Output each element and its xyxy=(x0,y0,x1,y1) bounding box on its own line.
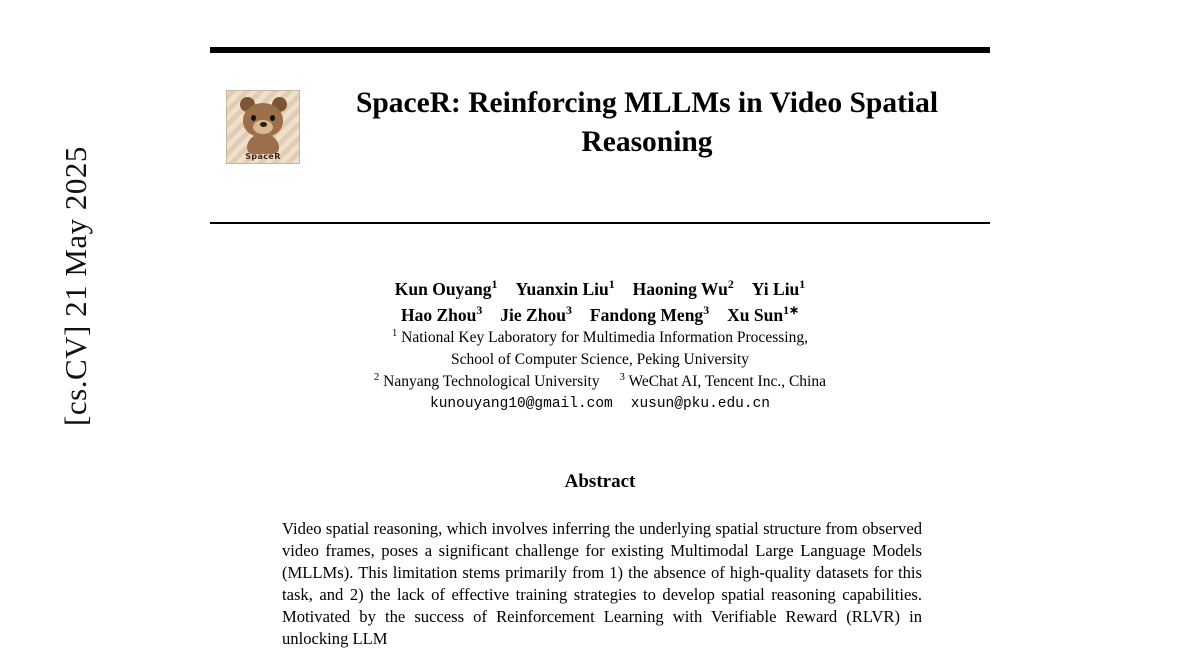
arxiv-stamp: [cs.CV] 21 May 2025 xyxy=(58,146,93,426)
author-affil-marker: 3 xyxy=(565,302,572,317)
author-name: Yi Liu xyxy=(751,278,800,299)
author-name: Jie Zhou xyxy=(500,304,566,325)
affiliation-line-3 xyxy=(210,371,990,393)
author-affil-marker: 1∗ xyxy=(783,302,800,317)
author-affil-marker: 1 xyxy=(608,277,615,291)
logo-caption: SpaceR xyxy=(245,152,281,161)
page-title: SpaceR: Reinforcing MLLMs in Video Spatial Reasoning xyxy=(355,87,939,158)
affil-text: National Key Laboratory for Multimedia Information Processing, xyxy=(401,329,808,347)
author-affil-marker: 3 xyxy=(476,302,483,317)
bear-eye-left xyxy=(251,115,256,121)
author-affil-marker: 3 xyxy=(703,302,710,317)
mid-rule xyxy=(210,222,990,224)
affiliation-line-2 xyxy=(210,349,990,371)
spacer-logo-icon xyxy=(226,90,300,164)
bear-body xyxy=(247,134,279,154)
author-affil-marker: 1 xyxy=(799,277,806,291)
title-row xyxy=(210,84,990,164)
paper-page xyxy=(210,0,990,648)
author-name: Yuanxin Liu xyxy=(515,278,609,299)
author-list xyxy=(210,276,990,327)
bear-eye-right xyxy=(270,115,275,121)
author-line-1 xyxy=(210,276,990,302)
author-name: Xu Sun xyxy=(727,304,784,325)
affiliation-list xyxy=(210,327,990,393)
affiliation-line-1 xyxy=(210,327,990,349)
author-name: Hao Zhou xyxy=(400,304,477,325)
author-affil-marker: 1 xyxy=(491,277,498,291)
bear-nose xyxy=(260,122,267,127)
abstract-heading: Abstract xyxy=(564,471,636,492)
email-address[interactable]: xusun@pku.edu.cn xyxy=(630,396,770,412)
email-address[interactable]: kunouyang10@gmail.com xyxy=(430,396,613,412)
affil-text: Nanyang Technological University xyxy=(383,373,600,391)
author-name: Kun Ouyang xyxy=(394,278,492,299)
author-affil-marker: 2 xyxy=(727,277,734,291)
affil-marker: 3 xyxy=(619,372,625,384)
top-rule xyxy=(210,47,990,53)
affil-marker: 2 xyxy=(374,372,380,384)
author-line-2 xyxy=(210,302,990,328)
author-name: Haoning Wu xyxy=(632,278,728,299)
affil-text: School of Computer Science, Peking University xyxy=(451,351,749,369)
affil-marker: 1 xyxy=(392,328,398,339)
email-line xyxy=(210,396,990,412)
affil-text: WeChat AI, Tencent Inc., China xyxy=(628,373,826,391)
abstract-text: Video spatial reasoning, which involves inferring the underlying spatial structure from observed video frames, poses a significant challenge for existing Multimodal Large Language Models (MLLMs). This limitation stems primarily from 1) the absence of high-quality datasets for this task, and 2) the lack of effective training strategies to develop spatial reasoning capabilities. Motivated by the success of Reinforcement Learning with Verifiable Reward (RLVR) in unlocking LLM xyxy=(282,519,922,649)
author-name: Fandong Meng xyxy=(589,304,704,325)
